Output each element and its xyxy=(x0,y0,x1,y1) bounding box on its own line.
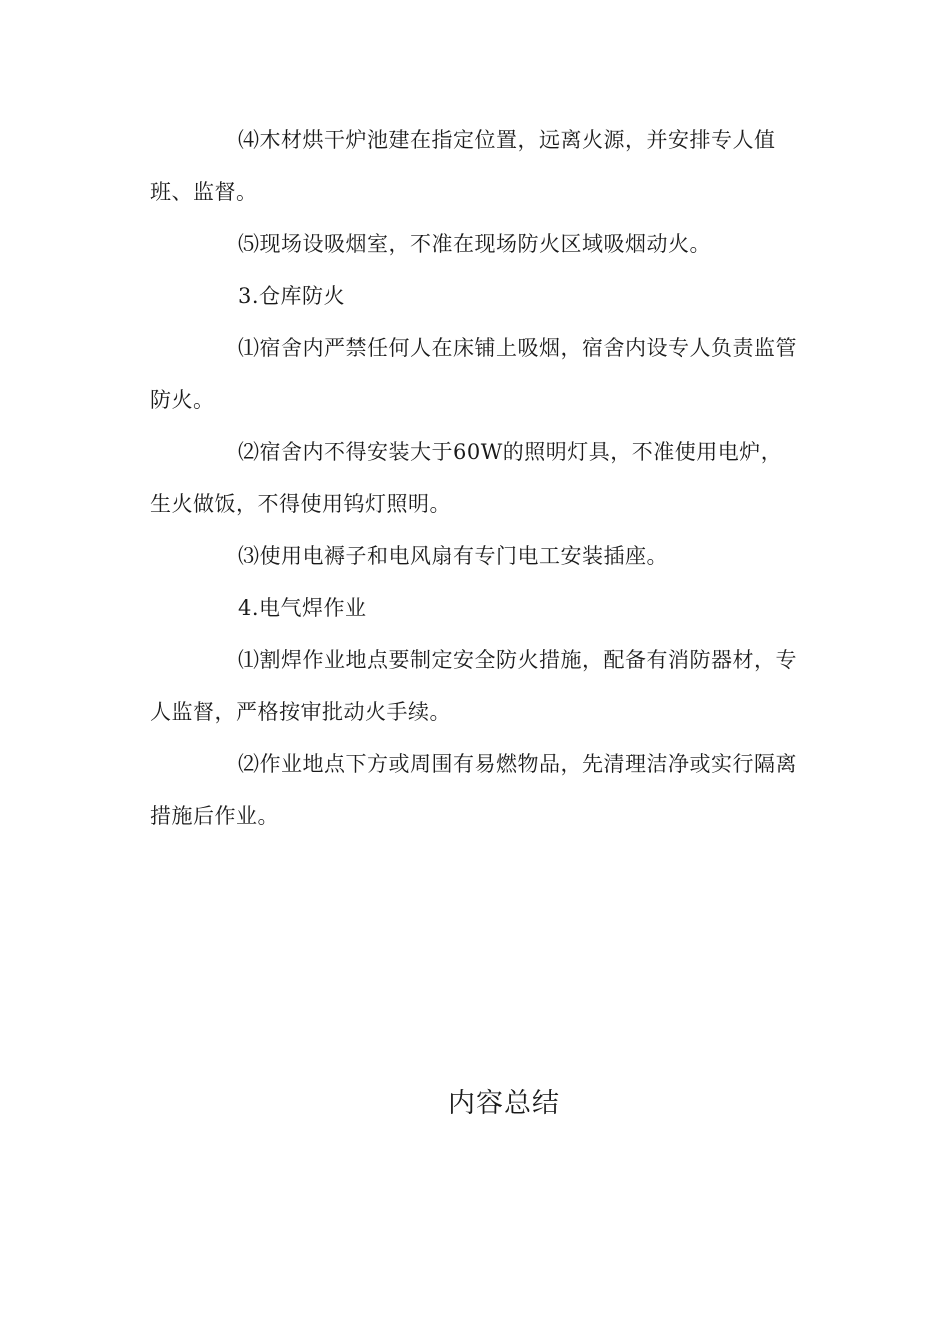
section-heading-welding-work: 4.电气焊作业 xyxy=(238,596,367,620)
document-body xyxy=(150,114,800,842)
summary-title: 内容总结 xyxy=(448,1088,560,1119)
paragraph-item-1-dormitory-smoking: ⑴宿舍内严禁任何人在床铺上吸烟，宿舍内设专人负责监管防火。 xyxy=(150,336,797,412)
paragraph-item-1-welding-measures: ⑴割焊作业地点要制定安全防火措施，配备有消防器材，专人监督，严格按审批动火手续。 xyxy=(150,648,797,724)
paragraph-item-2-dormitory-lighting: ⑵宿舍内不得安装大于60W的照明灯具，不准使用电炉，生火做饭，不得使用钨灯照明。 xyxy=(150,440,783,516)
paragraph-item-4-wood-dryer: ⑷木材烘干炉池建在指定位置，远离火源，并安排专人值班、监督。 xyxy=(150,128,776,204)
section-heading-warehouse-fire: 3.仓库防火 xyxy=(238,284,346,308)
paragraph-item-5-smoking-room: ⑸现场设吸烟室，不准在现场防火区域吸烟动火。 xyxy=(238,232,711,256)
paragraph-item-2-flammable-cleanup: ⑵作业地点下方或周围有易燃物品，先清理洁净或实行隔离措施后作业。 xyxy=(150,752,797,828)
paragraph-item-3-electric-blanket: ⑶使用电褥子和电风扇有专门电工安装插座。 xyxy=(238,544,668,568)
